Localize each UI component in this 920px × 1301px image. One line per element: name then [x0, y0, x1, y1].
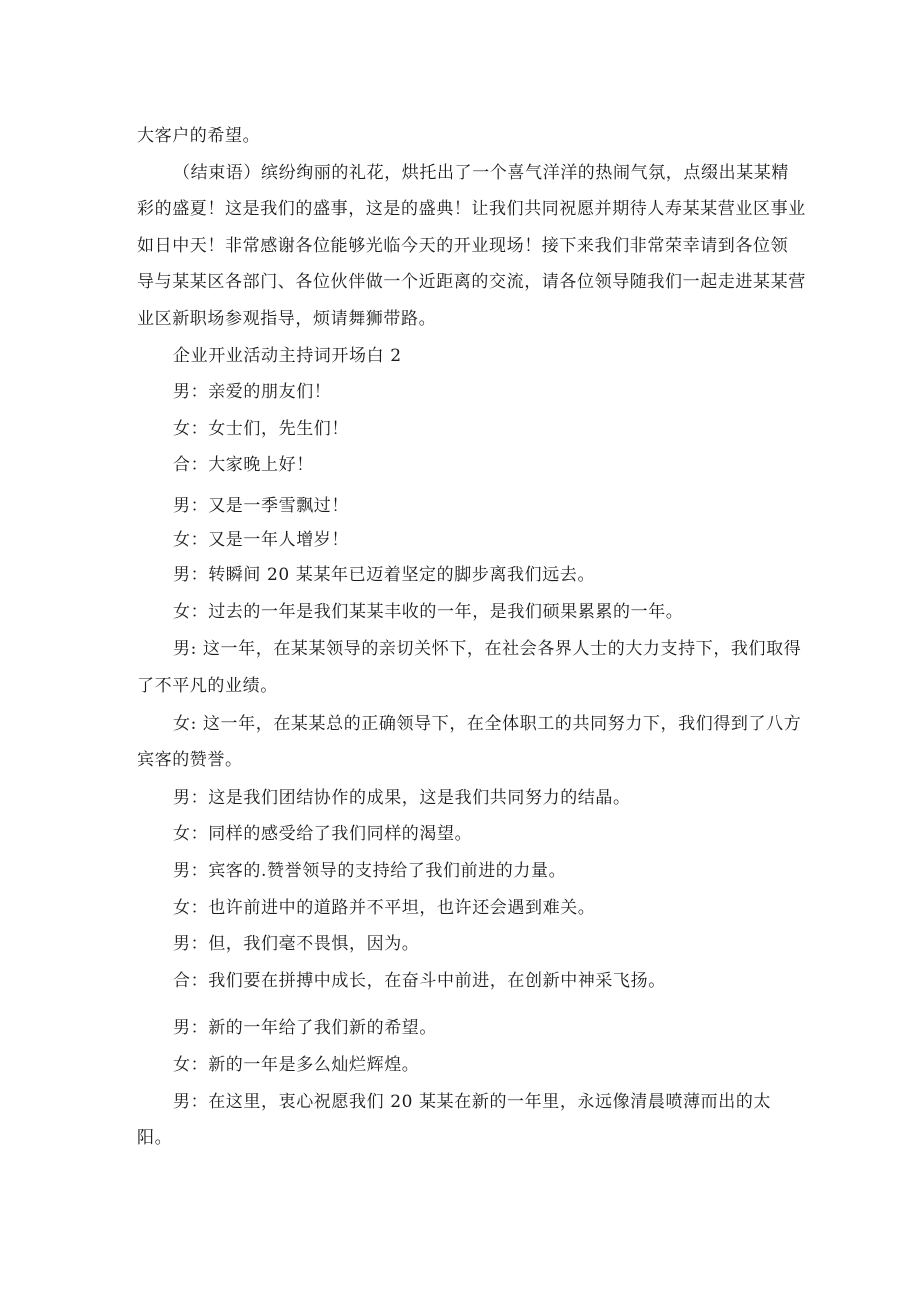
- dialogue-line: 女：新的一年是多么灿烂辉煌。: [173, 1055, 420, 1075]
- dialogue-line: 女：也许前进中的道路并不平坦，也许还会遇到难关。: [173, 898, 596, 918]
- dialogue-line: 了不平凡的业绩。: [137, 676, 278, 696]
- dialogue-line: 男: 这一年，在某某领导的亲切关怀下，在社会各界人士的大力支持下，我们取得: [173, 639, 802, 659]
- section-heading: 企业开业活动主持词开场白 2: [173, 346, 402, 366]
- dialogue-line: 男：这是我们团结协作的成果，这是我们共同努力的结晶。: [173, 788, 631, 808]
- dialogue-line: 男：亲爱的朋友们！: [173, 382, 332, 402]
- dialogue-line: 合：大家晚上好！: [173, 455, 314, 475]
- text-line: 大客户的希望。: [137, 126, 261, 146]
- dialogue-line: 女：女士们，先生们！: [173, 419, 349, 439]
- dialogue-line: 男：但，我们毫不畏惧，因为。: [173, 934, 420, 954]
- dialogue-line: 女: 这一年，在某某总的正确领导下，在全体职工的共同努力下，我们得到了八方: [173, 714, 802, 734]
- dialogue-line: 男：新的一年给了我们新的希望。: [173, 1018, 437, 1038]
- dialogue-line: 阳。: [137, 1128, 173, 1148]
- text-line: 彩的盛夏！这是我们的盛事，这是的盛典！让我们共同祝愿并期待人寿某某营业区事业: [137, 199, 806, 219]
- dialogue-line: 女：又是一年人增岁！: [173, 530, 349, 550]
- text-line: 业区新职场参观指导，烦请舞狮带路。: [137, 309, 437, 329]
- dialogue-line: 女：过去的一年是我们某某丰收的一年，是我们硕果累累的一年。: [173, 602, 684, 622]
- dialogue-line: 宾客的赞誉。: [137, 750, 243, 770]
- dialogue-line: 合：我们要在拼搏中成长，在奋斗中前进，在创新中神采飞扬。: [173, 971, 666, 991]
- dialogue-line: 男：在这里，衷心祝愿我们 20 某某在新的一年里，永远像清晨喷薄而出的太: [173, 1092, 772, 1112]
- dialogue-line: 男：又是一季雪飘过！: [173, 496, 349, 516]
- text-line: （结束语）缤纷绚丽的礼花，烘托出了一个喜气洋洋的热闹气氛，点缀出某某精: [173, 163, 789, 183]
- dialogue-line: 男：宾客的.赞誉领导的支持给了我们前进的力量。: [173, 861, 567, 881]
- text-line: 如日中天！非常感谢各位能够光临今天的开业现场！接下来我们非常荣幸请到各位领: [137, 236, 789, 256]
- text-line: 导与某某区各部门、各位伙伴做一个近距离的交流，请各位领导随我们一起走进某某营: [137, 272, 806, 292]
- dialogue-line: 男：转瞬间 20 某某年已迈着坚定的脚步离我们远去。: [173, 565, 596, 585]
- dialogue-line: 女：同样的感受给了我们同样的渴望。: [173, 824, 473, 844]
